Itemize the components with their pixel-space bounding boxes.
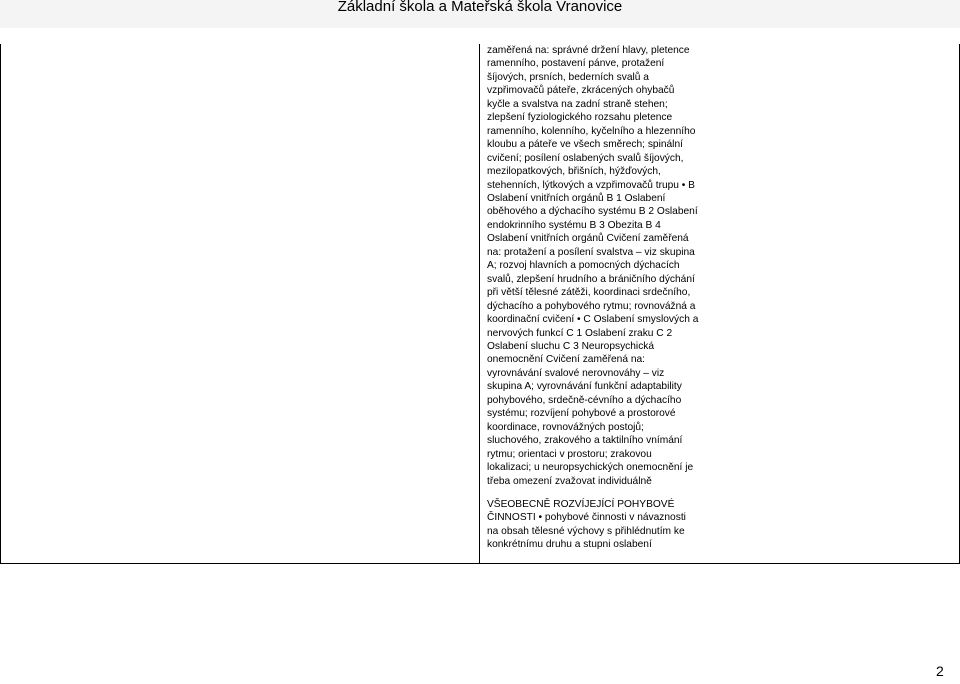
- table-border-divider: [479, 44, 480, 564]
- page-number: 2: [936, 663, 944, 679]
- table-border-bottom: [0, 563, 960, 564]
- table-cell-text: zaměřená na: správné držení hlavy, pletence ramenního, postavení pánve, protažení šíjových, prsních, bederních svalů a vzpřimovačů páteře, zkrácených ohybačů kyčle a svalstva na zadní straně stehen; zlepšení fyziologického rozsahu pletence ramenního, kolenního, kyčelního a hlezenního kloubu a páteře ve všech směrech; spinální cvičení; posílení oslabených svalů šíjových, mezilopatkových, břišních, hýžďových, stehenních, lýtkových a vzpřimovačů trupu • B Oslabení vnitřních orgánů B 1 Oslabení oběhového a dýchacího systému B 2 Oslabení endokrinního systému B 3 Obezita B 4 Oslabení vnitřních orgánů Cvičení zaměřená na: protažení a posílení svalstva – viz skupina A; rozvoj hlavních a pomocných dýchacích svalů, zlepšení hrudního a bráničního dýchání při větší tělesné zátěži, koordinaci srdečního, dýchacího a pohybového rytmu; rovnovážná a koordinační cvičení • C Oslabení smyslových a nervových funkcí C 1 Oslabení zraku C 2 Oslabení sluchu C 3 Neuropsychická onemocnění Cvičení zaměřená na: vyrovnávání svalové nerovnováhy – viz skupina A; vyrovnávání funkční adaptability pohybového, srdečně-cévního a dýchacího systému; rozvíjení pohybové a prostorové koordinace, rovnovážných postojů; sluchového, zrakového a taktilního vnímání rytmu; orientaci v prostoru; zrakovou lokalizaci; u neuropsychických onemocnění je třeba omezení zvažovat individuálně: [487, 45, 699, 487]
- school-name-title: Základní škola a Mateřská škola Vranovice: [337, 0, 623, 15]
- table-cell-text-secondary: VŠEOBECNĚ ROZVÍJEJÍCÍ POHYBOVÉ ČINNOSTI • pohybové činnosti v návaznosti na obsah tělesné výchovy s přihlédnutím ke konkrétnímu druhu a stupni oslabení: [487, 499, 686, 551]
- table-border-left: [0, 44, 1, 564]
- page-header: [0, 0, 960, 28]
